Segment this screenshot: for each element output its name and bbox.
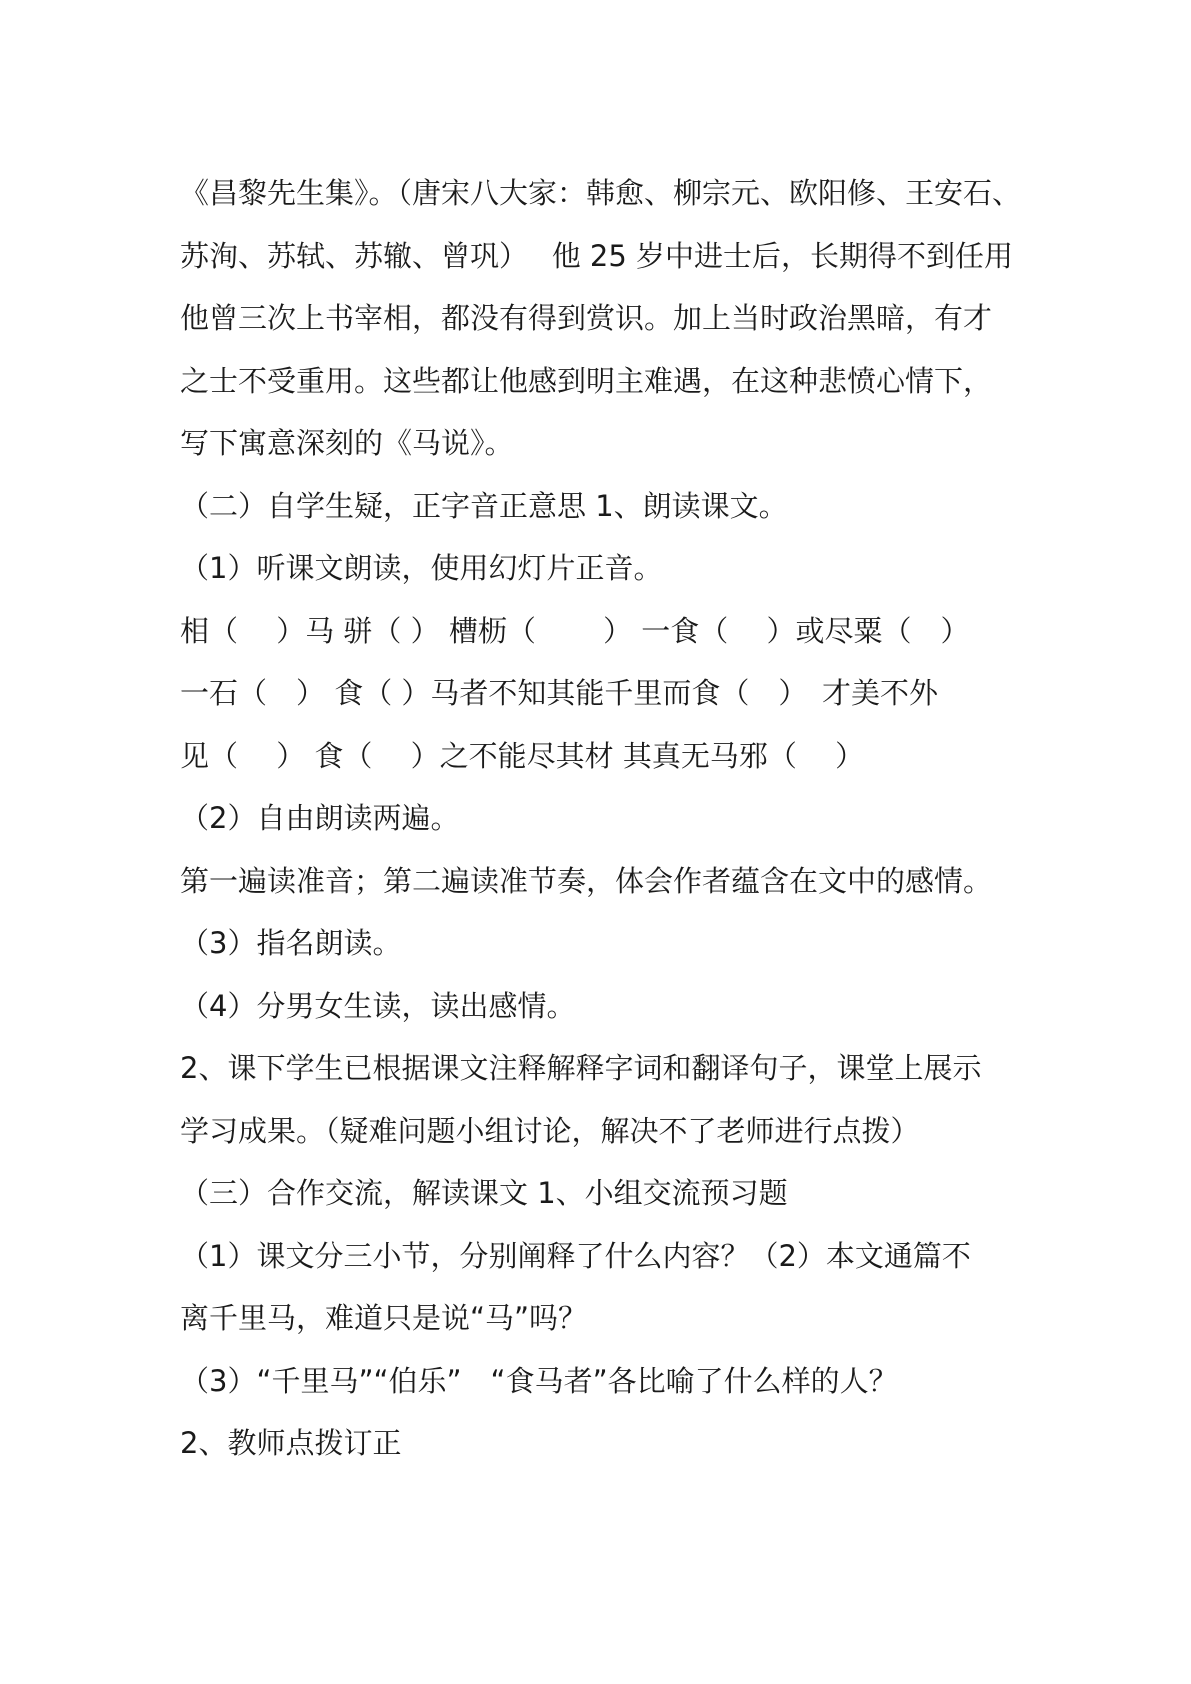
text-line: 苏洵、苏轼、苏辙、曾巩） 他 25 岁中进士后，长期得不到任用 [180, 238, 1014, 273]
section-heading: （三）合作交流，解读课文 1、小组交流预习题 [180, 1176, 788, 1210]
text-line: 2、教师点拨订正 [180, 1426, 402, 1460]
text-line: 写下寓意深刻的《马说》。 [180, 426, 514, 460]
text-line: 之士不受重用。这些都让他感到明主难遇，在这种悲愤心情下， [180, 363, 993, 398]
text-line: 第一遍读准音；第二遍读准节奏，体会作者蕴含在文中的感情。 [180, 863, 993, 898]
text-line: （1）课文分三小节，分别阐释了什么内容？（2）本文通篇不 [180, 1238, 971, 1273]
text-line: 离千里马，难道只是说“马”吗？ [180, 1301, 588, 1335]
pronunciation-line: 一石（ ） 食（ ）马者不知其能千里而食（ ） 才美不外 [180, 676, 938, 710]
text-line: （2）自由朗读两遍。 [180, 801, 460, 835]
text-line: （4）分男女生读，读出感情。 [180, 988, 576, 1023]
text-line: 《昌黎先生集》。（唐宋八大家：韩愈、柳宗元、欧阳修、王安石、 [180, 176, 1022, 210]
document-body [180, 162, 1020, 1475]
text-line: （1）听课文朗读，使用幻灯片正音。 [180, 551, 663, 585]
pronunciation-line: 相（ ）马 骈（ ） 槽枥（ ） 一食（ ）或尽粟（ ） [180, 613, 970, 648]
text-line: （3）“千里马”“伯乐” “食马者”各比喻了什么样的人？ [180, 1363, 898, 1398]
text-line: （3）指名朗读。 [180, 926, 402, 960]
text-line: 学习成果。（疑难问题小组讨论，解决不了老师进行点拨） [180, 1113, 920, 1148]
pronunciation-line: 见（ ） 食（ ）之不能尽其材 其真无马邪（ ） [180, 738, 865, 773]
section-heading: （二）自学生疑，正字音正意思 1、朗读课文。 [180, 488, 788, 523]
text-line: 2、课下学生已根据课文注释解释字词和翻译句子，课堂上展示 [180, 1051, 982, 1085]
text-line: 他曾三次上书宰相，都没有得到赏识。加上当时政治黑暗，有才 [180, 301, 993, 335]
